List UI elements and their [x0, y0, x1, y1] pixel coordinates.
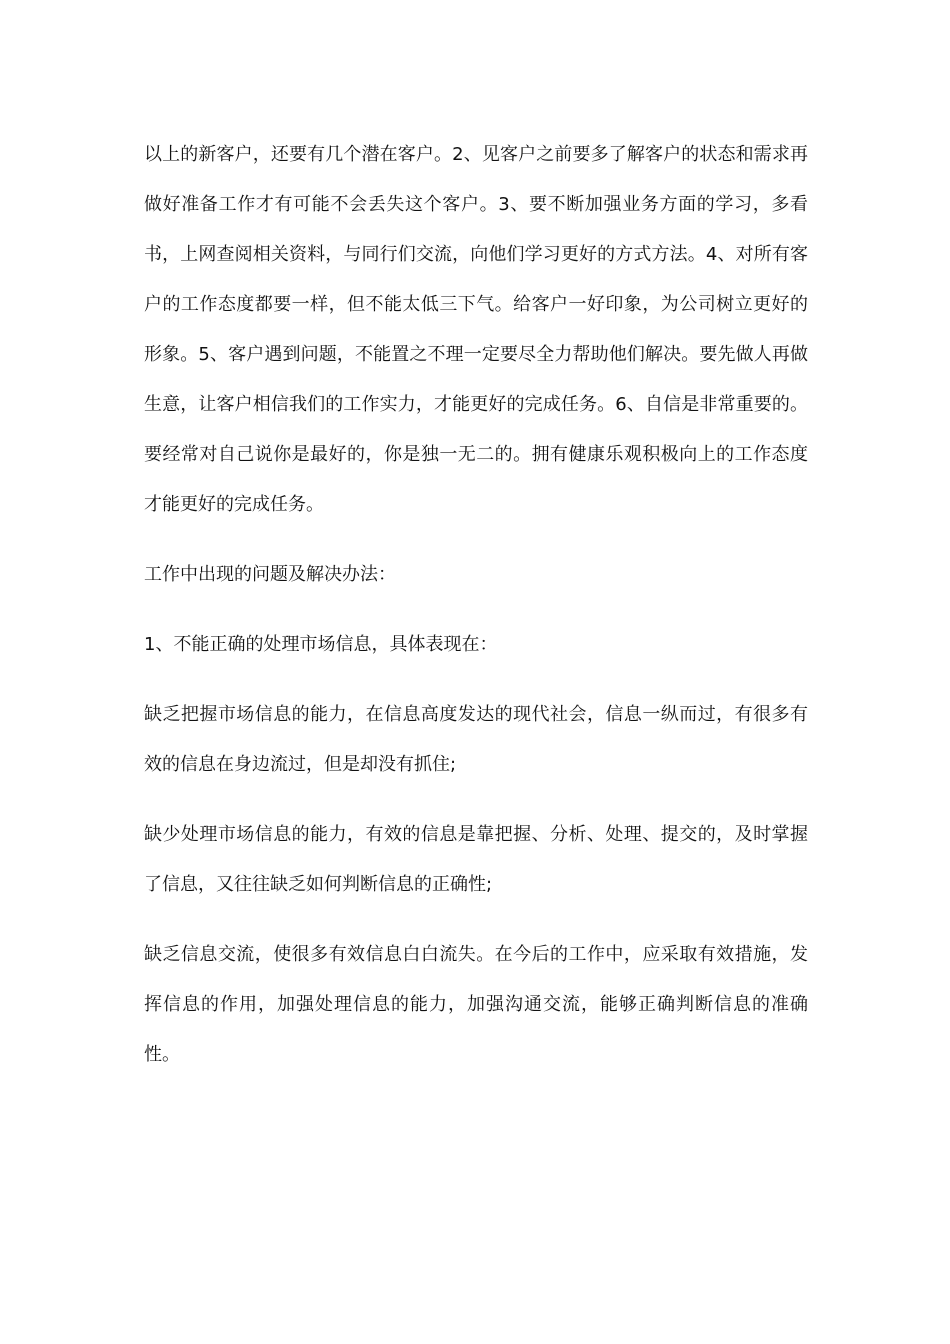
paragraph-lack-grasp: 缺乏把握市场信息的能力，在信息高度发达的现代社会，信息一纵而过，有很多有效的信息在身边流过，但是却没有抓住;	[144, 704, 808, 775]
paragraph-problem-1: 1、不能正确的处理市场信息，具体表现在：	[144, 634, 498, 655]
paragraph-lack-processing: 缺少处理市场信息的能力，有效的信息是靠把握、分析、处理、提交的，及时掌握了信息，又往往缺乏如何判断信息的正确性;	[144, 824, 808, 895]
paragraph-problems-heading: 工作中出现的问题及解决办法：	[144, 564, 396, 585]
document-body	[144, 130, 808, 1080]
paragraph-lack-exchange: 缺乏信息交流，使很多有效信息白白流失。在今后的工作中，应采取有效措施，发挥信息的作用，加强处理信息的能力，加强沟通交流，能够正确判断信息的准确性。	[144, 944, 808, 1065]
paragraph-customer-tips: 以上的新客户，还要有几个潜在客户。2、见客户之前要多了解客户的状态和需求再做好准备工作才有可能不会丢失这个客户。3、要不断加强业务方面的学习，多看书，上网查阅相关资料，与同行们交流，向他们学习更好的方式方法。4、对所有客户的工作态度都要一样，但不能太低三下气。给客户一好印象，为公司树立更好的形象。5、客户遇到问题，不能置之不理一定要尽全力帮助他们解决。要先做人再做生意，让客户相信我们的工作实力，才能更好的完成任务。6、自信是非常重要的。要经常对自己说你是最好的，你是独一无二的。拥有健康乐观积极向上的工作态度才能更好的完成任务。	[144, 144, 808, 515]
